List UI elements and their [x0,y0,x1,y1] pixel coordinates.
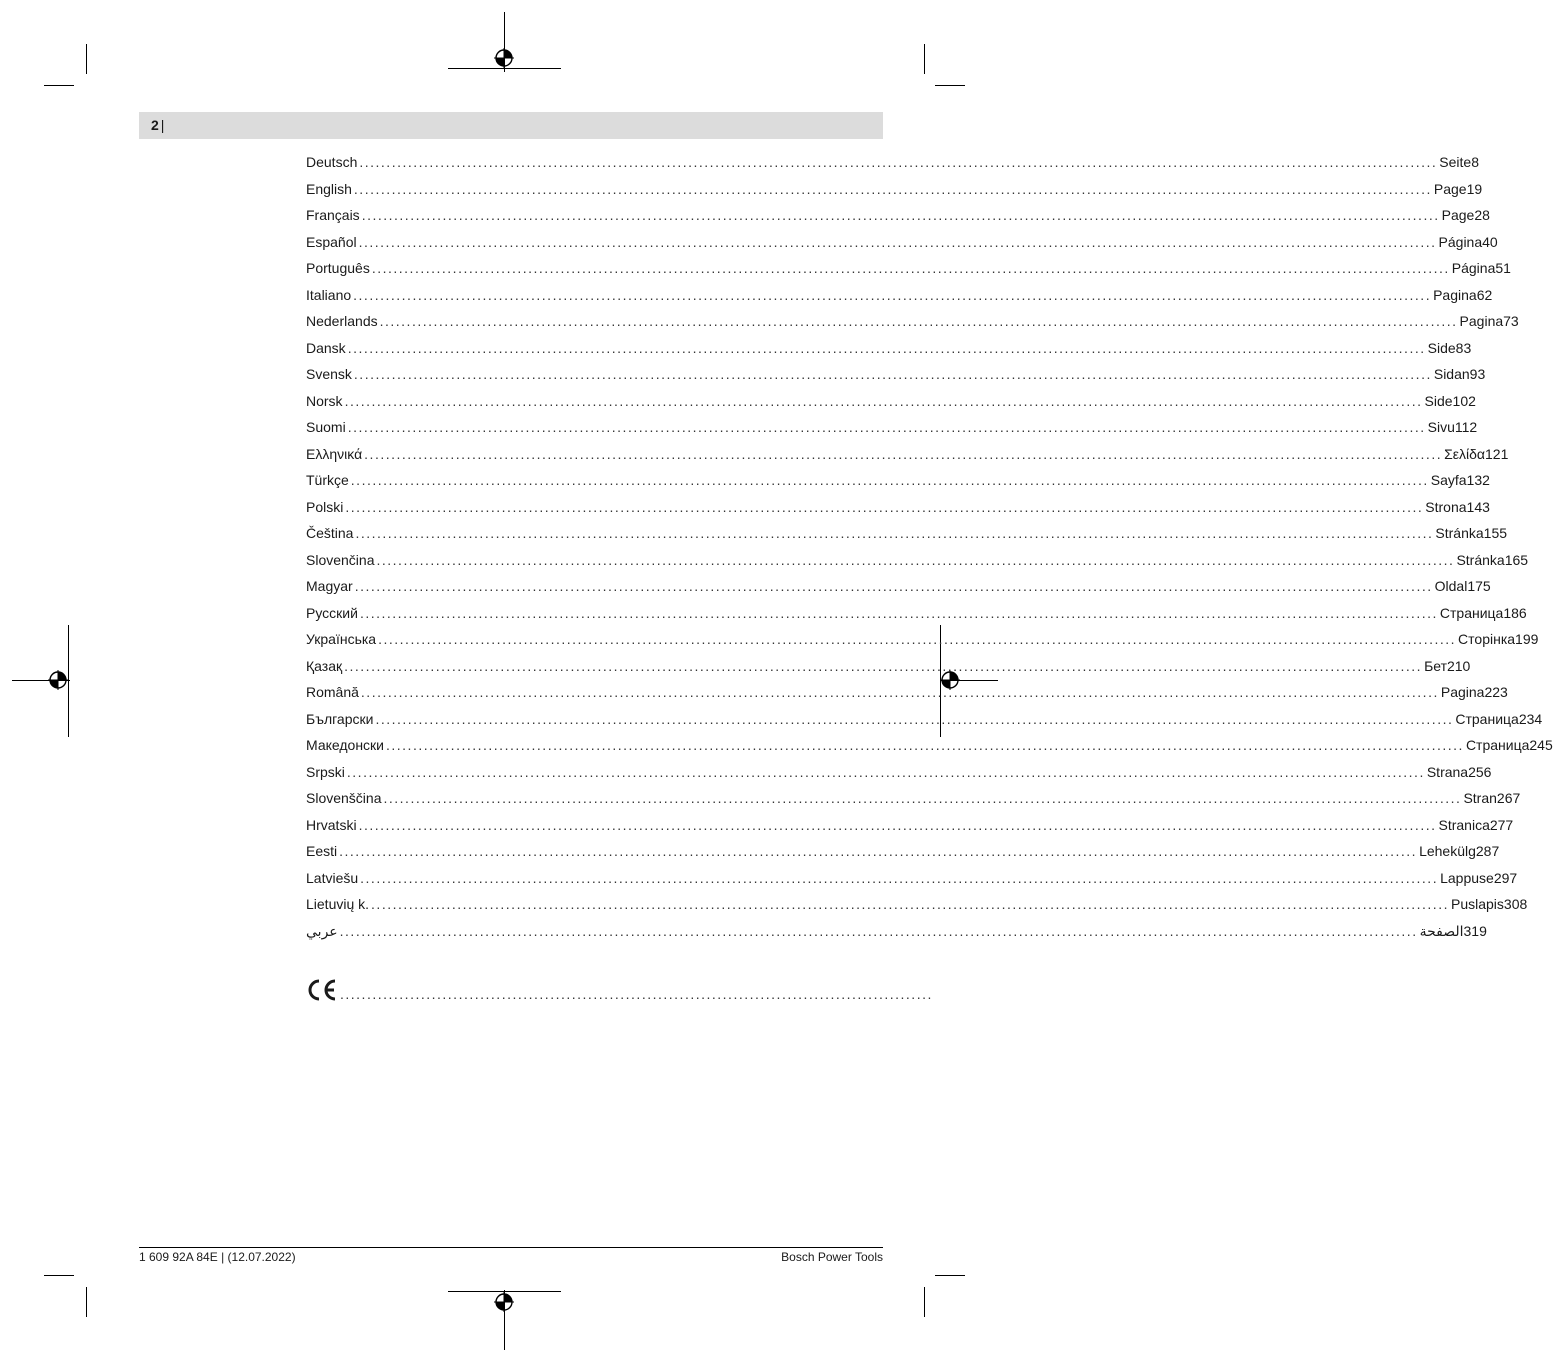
toc-language: Latviešu [306,869,359,886]
toc-entry [306,551,1529,579]
toc-page-word: Side [1427,339,1456,356]
toc-page-word: Strona [1425,498,1467,515]
crop-mark [44,1275,74,1276]
toc-page-word: Stránka [1456,551,1505,568]
registration-mark-icon [494,1292,514,1312]
toc-page-number: 93 [1469,366,1486,382]
toc-leader-dots: ........................................................................................................................................................................................................ [358,233,1437,250]
toc-entry [306,207,1490,234]
toc-language: Lietuvių k. [306,896,370,912]
toc-page-word: Lehekülg [1419,843,1476,859]
toc-leader-dots: ........................................................................................................................................................................................................ [350,472,1429,488]
toc-leader-dots: ........................................................................................................................................................................................................ [383,790,1462,806]
toc-entry [306,419,1478,446]
toc-page-word: Page [1433,180,1467,197]
toc-language: Türkçe [306,472,349,488]
page-number-value: 2 [151,117,159,133]
toc-page-word: Σελίδα [1444,445,1486,462]
toc-page-word: Lappuse [1440,869,1494,886]
toc-language: Українська [306,631,377,647]
toc-page-number: 143 [1466,498,1490,515]
toc-page-number: 277 [1489,816,1514,833]
toc-leader-dots: ........................................................................................................................................................................................................ [360,684,1439,700]
toc-page-word: الصفحة [1419,922,1464,939]
toc-language: Български [306,710,374,727]
toc-leader-dots: ........................................................................................................................................................................................................ [346,763,1425,780]
toc-leader-dots: ........................................................................................................................................................................................................ [359,604,1438,621]
toc-entry [306,922,1487,950]
toc-page-word: Страница [1455,710,1519,727]
toc-language: Română [306,684,359,700]
toc-page-number: 186 [1503,604,1527,621]
toc-language: Hrvatski [306,816,357,833]
crop-mark [924,44,925,74]
toc-language: Português [306,260,370,276]
toc-leader-dots: ........................................................................................................................................................................................................ [344,392,1423,409]
toc-leader-dots: ........................................................................................................................................................................................................ [379,313,1458,329]
toc-page-number: 245 [1529,737,1553,753]
toc-leader-dots: ........................................................................................................................................................................................................ [376,551,1455,568]
toc-page-word: Stranica [1438,816,1490,833]
toc-language: Русский [306,604,358,621]
toc-page-word: Pagina [1459,313,1504,329]
toc-language: Italiano [306,286,352,303]
toc-leader-dots: ........................................................................................................................................................................................................ [347,339,1426,356]
toc-language: Nederlands [306,313,378,329]
toc-page-word: Stránka [1435,525,1484,541]
toc-entry [306,869,1518,897]
ce-leader-dots: .............................................................................................................. [340,986,933,1002]
toc-leader-dots: ........................................................................................................................................................................................................ [375,710,1454,727]
toc-language: Ελληνικά [306,445,363,462]
toc-page-number: 287 [1475,843,1500,859]
toc-page-number: 308 [1503,896,1528,912]
toc-page-number: 319 [1463,922,1487,939]
toc-language: Slovenčina [306,551,375,568]
toc-entry [306,339,1472,367]
toc-language: English [306,180,352,197]
toc-page-number: 199 [1515,631,1539,647]
toc-page-number: 62 [1476,286,1493,303]
toc-entry [306,286,1493,314]
crop-mark [86,1287,87,1317]
toc-leader-dots: ........................................................................................................................................................................................................ [339,843,1418,859]
toc-page-word: Sayfa [1430,472,1467,488]
toc-entry [306,260,1511,287]
ce-declaration-row [306,972,933,1002]
toc-page-number: 223 [1484,684,1508,700]
toc-page-word: Página [1451,260,1496,276]
toc-page-number: 210 [1446,657,1471,674]
toc-page-word: Strana [1426,763,1469,780]
toc-entry [306,631,1539,658]
toc-page-number: 51 [1495,260,1511,276]
toc-page-number: 234 [1518,710,1543,727]
toc-page-number: 8 [1471,154,1480,170]
toc-entry [306,366,1486,393]
toc-page-number: 112 [1454,419,1478,435]
toc-page-word: Сторінка [1458,631,1516,647]
toc-page-word: Side [1424,392,1453,409]
toc-entry [306,154,1480,181]
crop-mark [448,68,561,69]
brand-name: Bosch Power Tools [781,1250,883,1264]
registration-mark-icon [48,670,68,690]
crop-mark [935,1275,965,1276]
toc-leader-dots: ........................................................................................................................................................................................................ [353,180,1432,197]
registration-mark-icon [494,48,514,68]
table-of-contents [306,154,1553,949]
toc-page-word: Страница [1465,737,1530,753]
toc-page-word: Sidan [1433,366,1470,382]
toc-page-word: Sivu [1427,419,1455,435]
ce-logo-icon [306,978,338,1002]
toc-page-word: Stran [1463,790,1497,806]
toc-entry [306,737,1553,764]
toc-page-word: Pagina [1433,286,1477,303]
toc-language: Svensk [306,366,352,382]
toc-page-word: Puslapis [1450,896,1504,912]
toc-leader-dots: ........................................................................................................................................................................................................ [359,154,1438,170]
toc-language: Français [306,207,360,223]
toc-leader-dots: ........................................................................................................................................................................................................ [339,922,1418,939]
page-number [151,117,164,133]
document-number: 1 609 92A 84E | (12.07.2022) [139,1250,296,1264]
crop-mark [68,625,69,737]
toc-leader-dots: ........................................................................................................................................................................................................ [358,816,1437,833]
crop-mark [44,85,74,86]
toc-page-word: Страница [1439,604,1504,621]
toc-language: Čeština [306,525,354,541]
toc-leader-dots: ........................................................................................................................................................................................................ [371,260,1450,276]
toc-page-word: Oldal [1434,578,1468,594]
toc-language: Norsk [306,392,343,409]
toc-language: Slovenščina [306,790,382,806]
toc-language: Español [306,233,357,250]
toc-page-word: Seite [1439,154,1472,170]
toc-page-number: 256 [1468,763,1492,780]
page-header [139,112,883,139]
toc-page-number: 175 [1467,578,1491,594]
toc-entry [306,710,1543,738]
toc-entry [306,763,1492,791]
toc-page-number: 73 [1503,313,1519,329]
toc-leader-dots: ........................................................................................................................................................................................................ [355,525,1434,541]
toc-language: عربي [306,922,338,939]
toc-leader-dots: ........................................................................................................................................................................................................ [347,419,1426,435]
toc-page-number: 267 [1496,790,1521,806]
toc-entry [306,790,1521,817]
toc-entry [306,843,1500,870]
toc-entry [306,684,1508,711]
footer-rule [139,1247,883,1248]
toc-entry [306,233,1498,261]
toc-language: Polski [306,498,344,515]
crop-mark [924,1287,925,1317]
toc-leader-dots: ........................................................................................................................................................................................................ [361,207,1440,223]
toc-entry [306,896,1528,923]
toc-entry [306,313,1519,340]
toc-page-word: Pagina [1440,684,1485,700]
toc-leader-dots: ........................................................................................................................................................................................................ [360,869,1439,886]
toc-page-number: 102 [1452,392,1476,409]
toc-language: Suomi [306,419,346,435]
toc-entry [306,472,1490,499]
toc-page-number: 19 [1466,180,1483,197]
toc-page-number: 28 [1474,207,1490,223]
page-number-separator: | [160,117,165,133]
toc-entry [306,392,1476,420]
toc-page-number: 132 [1466,472,1490,488]
toc-entry [306,498,1490,526]
toc-page-number: 297 [1493,869,1518,886]
toc-language: Қазақ [306,657,343,674]
toc-language: Македонски [306,737,384,753]
toc-leader-dots: ........................................................................................................................................................................................................ [378,631,1457,647]
toc-language: Eesti [306,843,338,859]
toc-page-word: Бет [1424,657,1447,674]
toc-leader-dots: ........................................................................................................................................................................................................ [353,366,1432,382]
toc-leader-dots: ........................................................................................................................................................................................................ [354,578,1433,594]
toc-entry [306,578,1491,605]
toc-entry [306,816,1514,844]
toc-page-number: 121 [1485,445,1509,462]
toc-entry [306,657,1471,685]
toc-page-word: Página [1438,233,1483,250]
toc-leader-dots: ........................................................................................................................................................................................................ [364,445,1443,462]
toc-language: Srpski [306,763,345,780]
toc-language: Magyar [306,578,353,594]
toc-leader-dots: ........................................................................................................................................................................................................ [353,286,1432,303]
toc-language: Deutsch [306,154,358,170]
crop-mark [86,44,87,74]
crop-mark [935,85,965,86]
toc-entry [306,180,1483,208]
toc-entry [306,445,1509,473]
toc-language: Dansk [306,339,346,356]
toc-leader-dots: ........................................................................................................................................................................................................ [386,737,1464,753]
toc-leader-dots: ........................................................................................................................................................................................................ [344,657,1423,674]
toc-page-number: 165 [1504,551,1529,568]
toc-page-number: 40 [1482,233,1498,250]
toc-page-word: Page [1441,207,1475,223]
toc-entry [306,525,1508,552]
toc-leader-dots: ........................................................................................................................................................................................................ [371,896,1449,912]
toc-leader-dots: ........................................................................................................................................................................................................ [345,498,1424,515]
toc-page-number: 83 [1455,339,1472,356]
toc-page-number: 155 [1483,525,1508,541]
toc-entry [306,604,1527,632]
